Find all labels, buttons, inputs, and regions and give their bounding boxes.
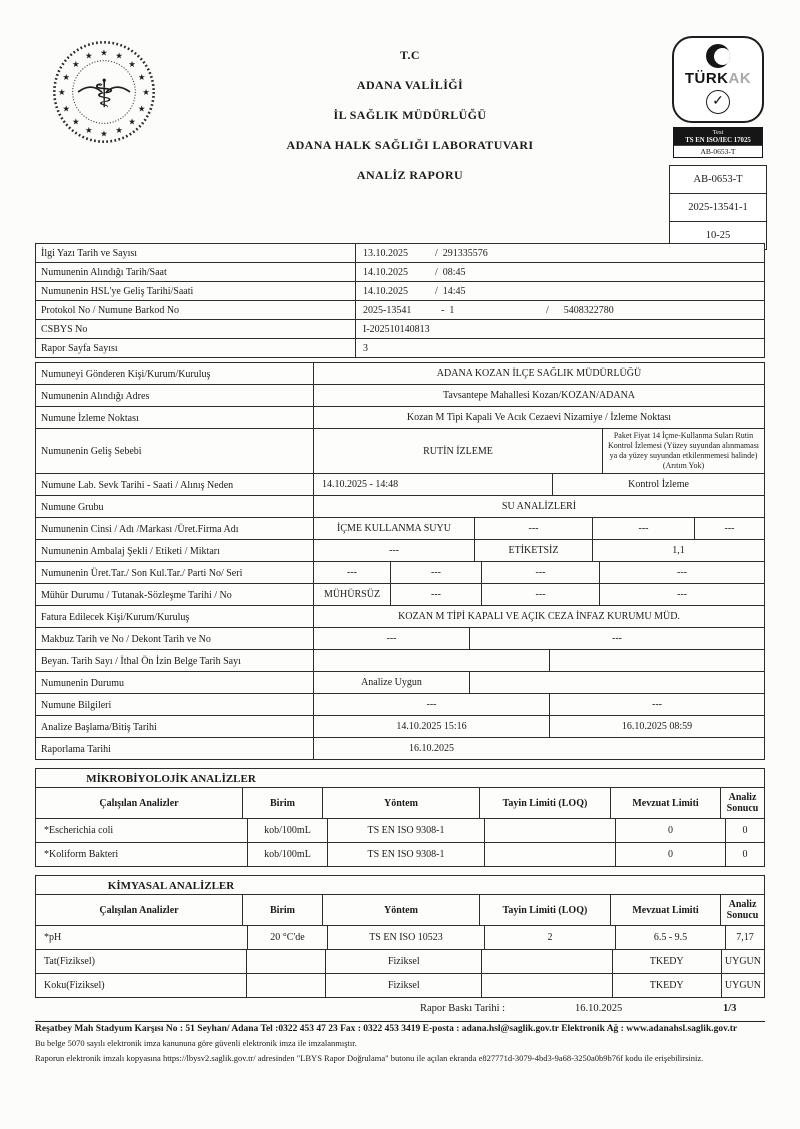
analysis-result: UYGUN (724, 980, 761, 991)
scope-type: Test (712, 129, 724, 136)
svg-text:★: ★ (142, 87, 150, 98)
label-text: Numunenin Alındığı Tarih/Saat (41, 267, 167, 278)
footer-divider (35, 1021, 765, 1022)
row-value (356, 244, 764, 262)
svg-text:★: ★ (72, 59, 80, 70)
row-value: Tavsantepe Mahallesi Kozan/KOZAN/ADANA (442, 390, 636, 401)
row-value (356, 339, 764, 357)
turkak-logo (672, 36, 764, 123)
row-label (36, 429, 314, 473)
svg-text:★: ★ (137, 72, 146, 83)
page-number: 1/3 (723, 1003, 737, 1014)
analysis-limit: TKEDY (613, 950, 722, 973)
row-cell: --- (391, 584, 482, 605)
analysis-result: 0 (742, 825, 748, 836)
row-cell: --- (314, 628, 470, 649)
analysis-result: UYGUN (724, 956, 761, 967)
column-header: Birim (243, 788, 323, 818)
column-header: Birim (243, 895, 323, 925)
label-text: Analize Başlama/Bitiş Tarihi (41, 721, 157, 733)
label-text: Rapor Sayfa Sayısı (41, 343, 118, 354)
column-header: Çalışılan Analizler (36, 788, 243, 818)
row-label (36, 694, 314, 715)
analysis-row (36, 819, 764, 843)
label-text: İlgi Yazı Tarih ve Sayısı (41, 248, 138, 259)
analysis-method: TS EN ISO 9308-1 (328, 819, 485, 842)
row-label (36, 320, 356, 338)
section-title-row (36, 769, 764, 788)
lab-address: Reşatbey Mah Stadyum Karşısı No : 51 Seyhan/ Adana Tel :0322 453 47 23 Fax : 0322 453 3419 E-posta : adana.hsl@saglik.gov.tr Elektronik Ağ : www.adanahsl.saglik.gov.tr (35, 1024, 738, 1034)
row-label (36, 474, 314, 495)
table-row (36, 496, 764, 518)
svg-text:★: ★ (115, 125, 123, 136)
label-text: Beyan. Tarih Sayı / İthal Ön İzin Belge Tarih Sayı (41, 655, 241, 667)
row-value (356, 263, 764, 281)
table-row (36, 628, 764, 650)
period-number: 10-25 (705, 230, 731, 241)
table-row (36, 244, 764, 263)
column-header: Mevzuat Limiti (611, 895, 721, 925)
caduceus-icon: ⚕ (93, 73, 115, 117)
row-cell: --- (652, 699, 662, 710)
label-text: Makbuz Tarih ve No / Dekont Tarih ve No (41, 633, 211, 645)
microbiological-analyses-table (35, 768, 765, 867)
label-text: Numunenin Durumu (41, 677, 125, 689)
label-text: Numunenin Ambalaj Şekli / Etiketi / Miktarı (41, 545, 220, 557)
label-text: Numune Bilgileri (41, 699, 112, 711)
accreditation-scope-box (673, 127, 763, 158)
verification-note: Raporun elektronik imzalı kopyasına https://lbysv2.saglik.gov.tr/ adresinden "LBYS Rapor Doğrulama" butonu ile açılan ekranda e827771d-3079-4bd3-9a68-3250a0b9b76f kodu ile erişebilirsiniz. (35, 1053, 704, 1064)
label-text: Numune İzleme Noktası (41, 412, 139, 424)
analysis-method: TS EN ISO 9308-1 (328, 843, 485, 866)
row-label (36, 584, 314, 605)
svg-text:★: ★ (100, 128, 108, 139)
analysis-row (36, 974, 764, 997)
row-value-primary: 14.10.2025 - 14:48 (314, 474, 553, 495)
table-row (36, 518, 764, 540)
label-text: Numunenin Alındığı Adres (41, 390, 150, 402)
scope-cert-no: AB-0653-T (674, 145, 762, 157)
turkak-wordmark-sub: AK (728, 70, 752, 87)
value-rest: / 291335576 (435, 247, 488, 259)
label-text: Numunenin HSL'ye Geliş Tarihi/Saati (41, 286, 194, 297)
table-row (36, 672, 764, 694)
analysis-loq (482, 974, 612, 997)
table-row (36, 738, 764, 759)
svg-text:★: ★ (62, 103, 71, 114)
protocol-number: 2025-13541-1 (670, 194, 766, 222)
column-header: Analiz Sonucu (726, 899, 759, 921)
row-label (36, 407, 314, 428)
row-cell: --- (612, 633, 622, 644)
table-row (36, 716, 764, 738)
value-suffix: - 1 (441, 304, 455, 316)
svg-text:★: ★ (72, 116, 80, 127)
analysis-name: *Escherichia coli (36, 819, 248, 842)
column-header: Tayin Limiti (LOQ) (480, 895, 611, 925)
value-rest: / 14:45 (435, 285, 466, 297)
print-date-value: 16.10.2025 (575, 1003, 623, 1014)
row-value-primary: RUTİN İZLEME (314, 429, 603, 473)
analysis-method: Fiziksel (326, 950, 482, 973)
section-title: KİMYASAL ANALİZLER (107, 880, 235, 892)
analysis-limit: 0 (616, 843, 726, 866)
value-date: 13.10.2025 (363, 247, 408, 259)
svg-text:★: ★ (115, 50, 123, 61)
row-cell: --- (677, 567, 687, 578)
row-value-secondary: Paket Fiyat 14 İçme-Kullanma Suları Rutin Kontrol İzlemesi (Yüzey suyundan alınmaması ya da yüzey suyundan etkilenmemesi halinde) (Arıtım Yok) (607, 431, 760, 470)
row-label (36, 301, 356, 319)
report-number-stack (669, 165, 767, 250)
label-text: Protokol No / Numune Barkod No (41, 305, 180, 316)
svg-text:★: ★ (85, 50, 93, 61)
section-title-row (36, 876, 764, 895)
row-cell: ETİKETSİZ (475, 540, 593, 561)
row-cell: 16.10.2025 08:59 (621, 721, 693, 732)
row-cell (549, 738, 764, 759)
e-signature-note: Bu belge 5070 sayılı elektronik imza kanununa göre güvenli elektronik imza ile imzalanmıştır. (35, 1038, 357, 1049)
value-date: 14.10.2025 (363, 285, 408, 297)
label-text: Numunenin Üret.Tar./ Son Kul.Tar./ Parti No/ Seri (41, 567, 243, 579)
svg-text:★: ★ (58, 87, 66, 98)
analysis-unit: 20 °C'de (248, 926, 328, 949)
table-header-row (36, 788, 764, 819)
analysis-result: 7,17 (736, 932, 754, 943)
analysis-result: 0 (742, 849, 748, 860)
header-tc: T.C (400, 48, 420, 62)
value-protocol: 2025-13541 (363, 304, 412, 316)
row-cell: --- (593, 518, 695, 539)
row-label (36, 496, 314, 517)
turkak-wordmark-main: TÜRK (684, 70, 729, 87)
row-cell: --- (391, 562, 482, 583)
section-title: MİKROBİYOLOJİK ANALİZLER (86, 773, 256, 785)
analysis-method: TS EN ISO 10523 (328, 926, 485, 949)
row-cell: MÜHÜRSÜZ (314, 584, 391, 605)
analysis-unit (247, 974, 327, 997)
table-row (36, 429, 764, 474)
table-row (36, 282, 764, 301)
table-row (36, 606, 764, 628)
label-text: Fatura Edilecek Kişi/Kurum/Kuruluş (41, 611, 190, 623)
analysis-loq (482, 950, 612, 973)
row-cell: 1,1 (672, 545, 685, 556)
svg-text:★: ★ (85, 125, 93, 136)
value-text: 3 (363, 342, 368, 354)
row-label (36, 339, 356, 357)
row-value-secondary: Kontrol İzleme (628, 479, 689, 490)
analysis-row (36, 950, 764, 974)
analysis-row (36, 926, 764, 950)
crescent-icon (706, 44, 730, 68)
row-label (36, 540, 314, 561)
value-text: I-202510140813 (363, 323, 430, 335)
column-header: Tayin Limiti (LOQ) (480, 788, 611, 818)
row-cell (550, 650, 764, 671)
row-label (36, 672, 314, 693)
row-value: SU ANALİZLERİ (501, 501, 577, 512)
header-laboratory: ADANA HALK SAĞLIĞI LABORATUVARI (286, 138, 534, 152)
ministry-of-health-emblem (50, 38, 158, 146)
row-label (36, 628, 314, 649)
row-cell: --- (314, 562, 391, 583)
row-label (36, 716, 314, 737)
label-text: Numuneyi Gönderen Kişi/Kurum/Kuruluş (41, 368, 211, 380)
row-cell: İÇME KULLANMA SUYU (314, 518, 475, 539)
analysis-limit: TKEDY (613, 974, 722, 997)
label-text: Raporlama Tarihi (41, 743, 111, 755)
row-label (36, 562, 314, 583)
row-cell: --- (724, 523, 735, 534)
row-value (356, 282, 764, 300)
analysis-name: Tat(Fiziksel) (36, 950, 247, 973)
column-header: Yöntem (323, 788, 480, 818)
analysis-name: Koku(Fiziksel) (36, 974, 247, 997)
svg-text:★: ★ (128, 59, 136, 70)
value-rest: / 08:45 (435, 266, 466, 278)
analysis-name: *Koliform Bakteri (36, 843, 248, 866)
label-text: Numune Lab. Sevk Tarihi - Saati / Alınış Neden (41, 479, 234, 491)
row-label (36, 363, 314, 384)
svg-text:★: ★ (100, 47, 108, 58)
table-row (36, 650, 764, 672)
table-row (36, 694, 764, 716)
row-label (36, 244, 356, 262)
table-row (36, 385, 764, 407)
table-row (36, 301, 764, 320)
row-cell: --- (482, 562, 600, 583)
row-cell: Analize Uygun (314, 672, 470, 693)
label-text: Numunenin Cinsi / Adı /Markası /Üret.Firma Adı (41, 523, 239, 535)
analysis-unit (247, 950, 327, 973)
column-header: Mevzuat Limiti (611, 788, 721, 818)
table-header-row (36, 895, 764, 926)
row-cell (314, 650, 550, 671)
table-row (36, 584, 764, 606)
analysis-limit: 0 (616, 819, 726, 842)
analysis-name: *pH (36, 926, 248, 949)
row-label (36, 263, 356, 281)
scope-standard: TS EN ISO/IEC 17025 (685, 137, 751, 144)
print-date-label: Rapor Baskı Tarihi : (420, 1003, 506, 1014)
row-label (36, 738, 314, 759)
value-date: 14.10.2025 (363, 266, 408, 278)
checkmark-icon: ✓ (706, 90, 730, 114)
analysis-row (36, 843, 764, 866)
column-header: Analiz Sonucu (726, 792, 759, 814)
svg-text:★: ★ (137, 103, 146, 114)
label-text: Numunenin Geliş Sebebi (41, 446, 142, 457)
header-report-title: ANALİZ RAPORU (356, 168, 464, 182)
row-value: ADANA KOZAN İLÇE SAĞLIK MÜDÜRLÜĞÜ (436, 368, 642, 379)
label-text: Mühür Durumu / Tutanak-Sözleşme Tarihi / No (41, 589, 232, 601)
analysis-loq (485, 843, 616, 866)
row-cell: --- (482, 584, 600, 605)
row-label (36, 606, 314, 627)
report-body (35, 243, 765, 1065)
document-header (180, 48, 640, 198)
analysis-unit: kob/100mL (248, 843, 328, 866)
registration-info-table (35, 243, 765, 358)
table-row (36, 407, 764, 429)
row-cell: --- (314, 694, 550, 715)
chemical-analyses-table (35, 875, 765, 998)
analysis-loq: 2 (485, 926, 616, 949)
header-directorate: İL SAĞLIK MÜDÜRLÜĞÜ (333, 108, 487, 122)
svg-text:★: ★ (62, 72, 71, 83)
label-text: Numune Grubu (41, 501, 104, 513)
cert-number: AB-0653-T (670, 166, 766, 194)
column-header: Yöntem (323, 895, 480, 925)
row-cell (470, 672, 764, 693)
header-governorship: ADANA VALİLİĞİ (356, 78, 464, 92)
table-row (36, 263, 764, 282)
row-cell: --- (314, 540, 475, 561)
accreditation-block (666, 36, 770, 250)
analysis-limit: 6.5 - 9.5 (616, 926, 726, 949)
row-cell: 14.10.2025 15:16 (314, 716, 550, 737)
row-cell: --- (475, 518, 593, 539)
column-header: Çalışılan Analizler (36, 895, 243, 925)
row-label (36, 650, 314, 671)
row-value: Kozan M Tipi Kapali Ve Acık Cezaevi Nizamiye / İzleme Noktası (406, 412, 672, 423)
table-row (36, 474, 764, 496)
row-label (36, 385, 314, 406)
analysis-loq (485, 819, 616, 842)
table-row (36, 562, 764, 584)
row-cell: 16.10.2025 (409, 743, 454, 754)
row-label (36, 282, 356, 300)
table-row (36, 320, 764, 339)
svg-text:★: ★ (128, 116, 136, 127)
print-date-line (35, 1003, 765, 1019)
turkak-wordmark (674, 70, 762, 87)
table-row (36, 363, 764, 385)
sample-info-table (35, 362, 765, 760)
row-value (356, 320, 764, 338)
row-cell: --- (677, 589, 687, 600)
row-value: KOZAN M TİPİ KAPALI VE AÇIK CEZA İNFAZ KURUMU MÜD. (398, 611, 680, 622)
analysis-unit: kob/100mL (248, 819, 328, 842)
table-row (36, 540, 764, 562)
value-barcode: / 5408322780 (546, 304, 614, 316)
analysis-method: Fiziksel (326, 974, 482, 997)
row-value (356, 301, 764, 319)
table-row (36, 339, 764, 357)
label-text: CSBYS No (41, 324, 88, 335)
row-label (36, 518, 314, 539)
